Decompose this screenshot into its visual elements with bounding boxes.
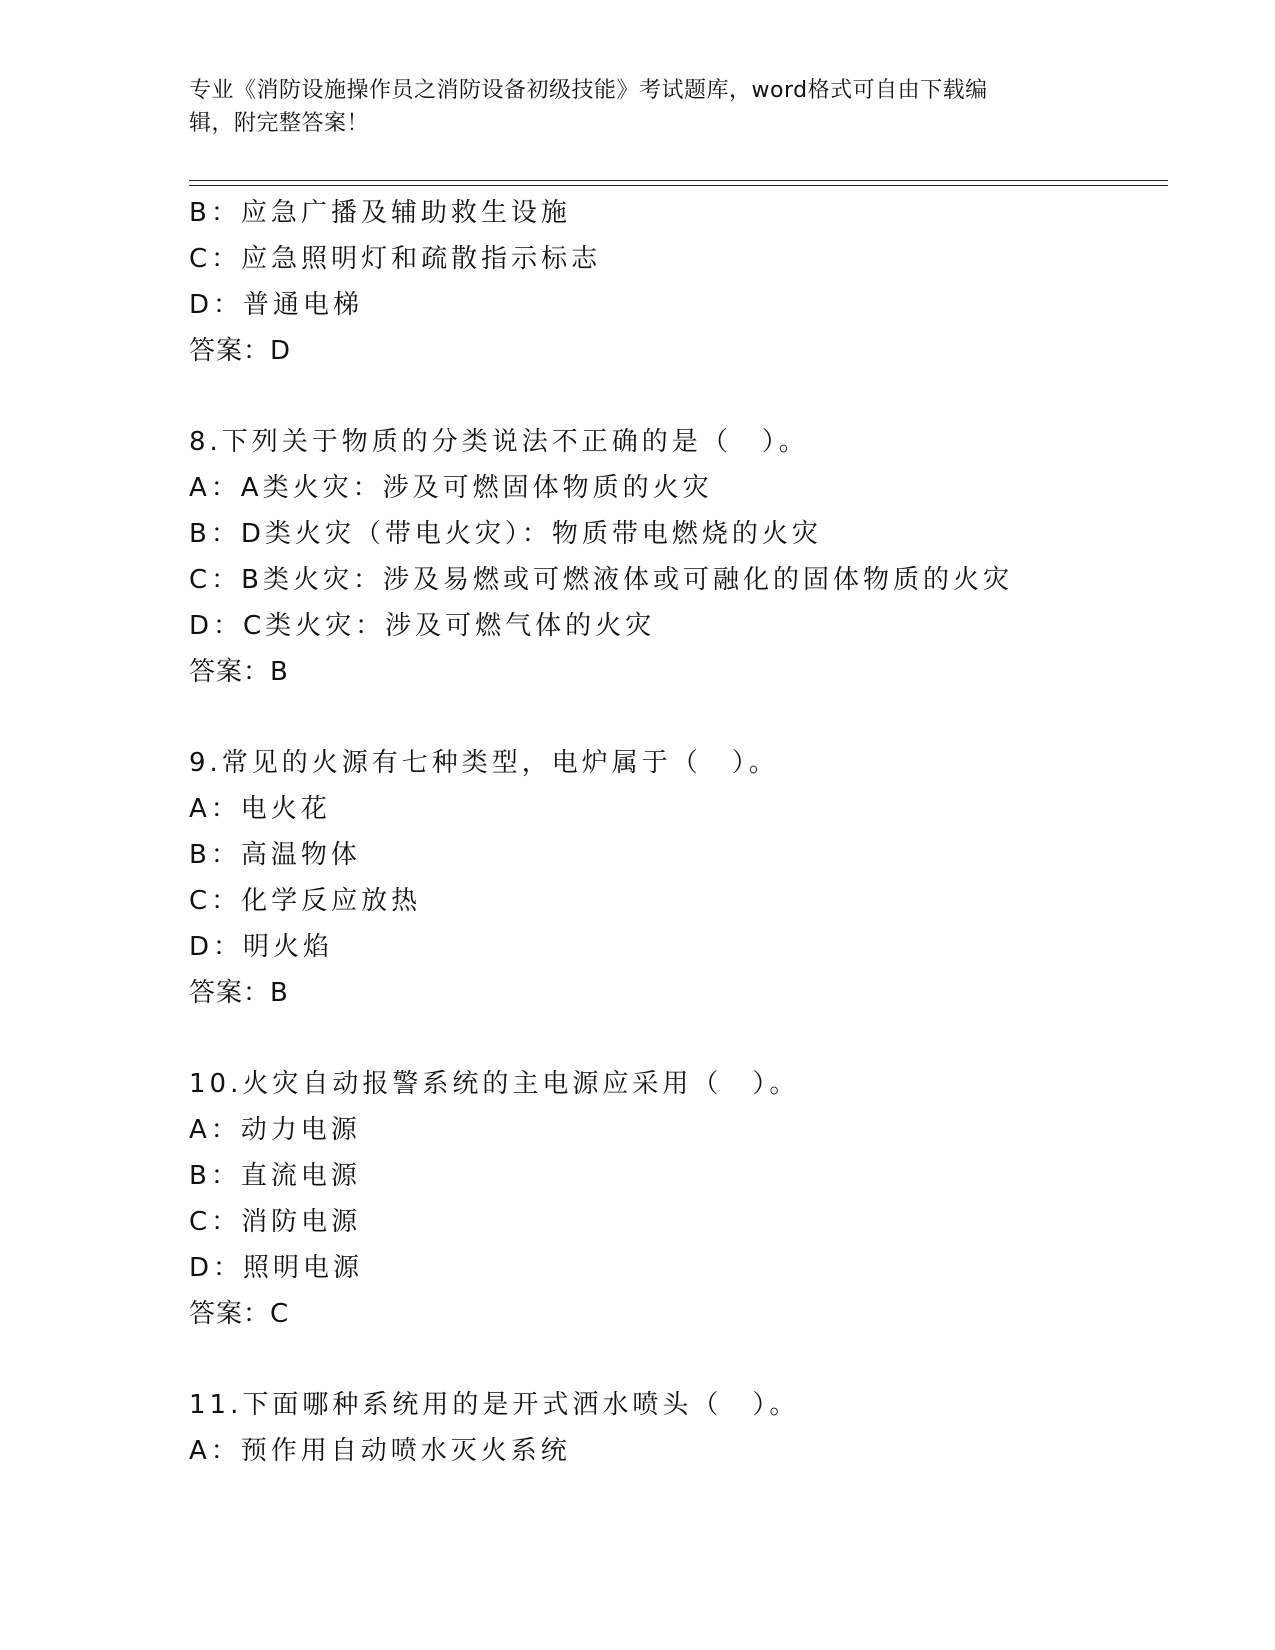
option-c: C：应急照明灯和疏散指示标志 bbox=[189, 244, 602, 274]
question-list bbox=[189, 190, 1169, 1474]
header-line-1: 专业《消防设施操作员之消防设备初级技能》考试题库，word格式可自由下载编 bbox=[189, 78, 988, 103]
header-divider-top bbox=[189, 180, 1168, 181]
option-d: D：照明电源 bbox=[189, 1253, 364, 1283]
option-b: B：应急广播及辅助救生设施 bbox=[189, 198, 571, 228]
option-a: A：预作用自动喷水灭火系统 bbox=[189, 1436, 571, 1466]
option-c: C：B类火灾：涉及易燃或可燃液体或可融化的固体物质的火灾 bbox=[189, 565, 1013, 595]
option-c: C：消防电源 bbox=[189, 1207, 362, 1237]
question-9 bbox=[189, 740, 1169, 1016]
answer: 答案：B bbox=[189, 657, 289, 687]
answer: 答案：D bbox=[189, 336, 292, 366]
header-line-2: 辑，附完整答案！ bbox=[189, 111, 370, 136]
option-d: D：普通电梯 bbox=[189, 290, 364, 320]
question-stem: 10.火灾自动报警系统的主电源应采用（ ）。 bbox=[189, 1069, 800, 1099]
question-8 bbox=[189, 419, 1169, 695]
option-d: D：明火焰 bbox=[189, 932, 334, 962]
option-a: A：A类火灾：涉及可燃固体物质的火灾 bbox=[189, 473, 713, 503]
question-stem: 8.下列关于物质的分类说法不正确的是（ ）。 bbox=[189, 427, 809, 457]
header-divider-bottom bbox=[189, 185, 1168, 186]
question-10 bbox=[189, 1061, 1169, 1337]
option-d: D：C类火灾：涉及可燃气体的火灾 bbox=[189, 611, 656, 641]
answer: 答案：C bbox=[189, 1299, 290, 1329]
option-a: A：动力电源 bbox=[189, 1115, 361, 1145]
option-a: A：电火花 bbox=[189, 794, 331, 824]
question-7-continued bbox=[189, 190, 1169, 374]
question-stem: 9.常见的火源有七种类型，电炉属于（ ）。 bbox=[189, 748, 779, 778]
question-11 bbox=[189, 1382, 1169, 1474]
answer: 答案：B bbox=[189, 978, 289, 1008]
option-c: C：化学反应放热 bbox=[189, 886, 422, 916]
question-stem: 11.下面哪种系统用的是开式洒水喷头（ ）。 bbox=[189, 1390, 800, 1420]
document-header bbox=[189, 74, 1089, 140]
option-b: B：高温物体 bbox=[189, 840, 361, 870]
option-b: B：D类火灾（带电火灾）：物质带电燃烧的火灾 bbox=[189, 519, 822, 549]
option-b: B：直流电源 bbox=[189, 1161, 361, 1191]
